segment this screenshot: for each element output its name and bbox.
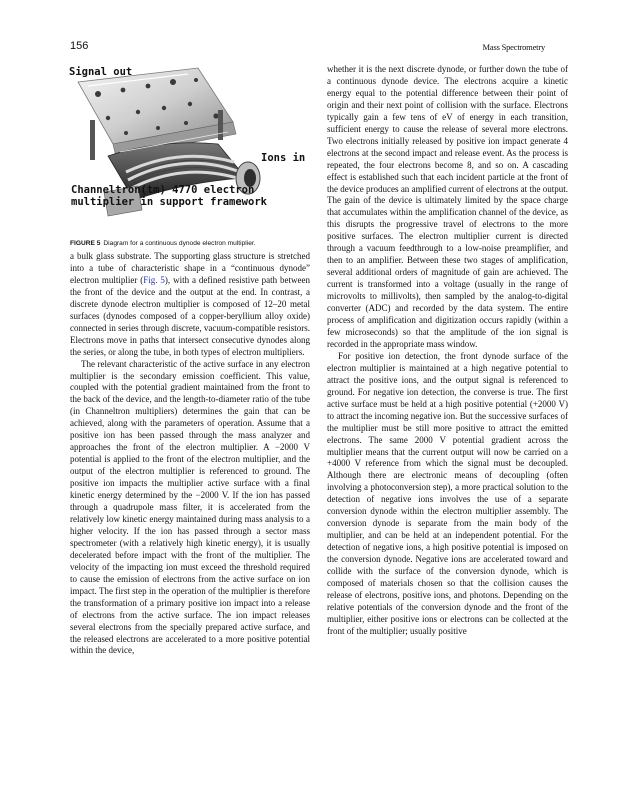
label-ions-in: Ions in xyxy=(261,152,306,164)
label-signal-out: Signal out xyxy=(69,66,133,78)
running-title: Mass Spectrometry xyxy=(482,42,545,52)
right-paragraph-1: whether it is the next discrete dynode, or further down the tube of a continuous dynode device. The electrons acquire a kinetic energy equal to the potential difference between their point of origin and their next point of collision with the surface. Electrons typically gain a few tens of eV of energy in each transition, sufficient energy to cause the release of several more electrons. Two electrons initially released by positive ion impact generate 4 electrons at the second impact and release event. As the process is repeated, the four electrons become 8, and so on. A cascading effect is established such that each incident particle at the front of the device produces an amplified current of electrons at the output. The gain of the device is ultimately limited by the space charge that accumulates within the amplification channel of the device, as this disrupts the progressive travel of electrons to the more positive surfaces. The electron multiplier current is directed through a vacuum feedthrough to a low-noise preamplifier, and then to an amplifier. Between these two stages of amplification, several additional orders of magnitude of gain are achieved. The current is transformed into a voltage (usually in the range of microvolts to millivolts), then sampled by the analog-to-digital converter (ADC) and recorded by the data system. The entire process of amplification and digitization occurs rapidly (within a few microseconds) so that the amplitude of the ion signal is recorded in the appropriate mass window. xyxy=(327,64,568,349)
caption-number: FIGURE 5 xyxy=(70,240,101,247)
label-device-line2: multiplier in support framework xyxy=(71,196,267,208)
left-column xyxy=(70,251,310,657)
page-number: 156 xyxy=(70,40,89,52)
electron-multiplier-photo xyxy=(68,60,308,240)
right-paragraph-2: For positive ion detection, the front dynode surface of the electron multiplier is maintained at a high negative potential to attract the positive ions, and the output signal is referenced to ground. For negative ion detection, the converse is true. The first active surface must be held at a high positive potential (+2000 V) to attract the incoming negative ion. But the successive surfaces of the multiplier must be still more positive to attract the emitted electrons. The same 2000 V potential gradient across the multiplier means that the current output will now be carried on a +4000 V reference from which the signal must be decoupled. Although there are electronic means of decoupling (often involving a photoconversion step), a more practical solution to the detection of negative ions involves the use of a separate conversion dynode within the electron multiplier assembly. The conversion dynode is separate from the main body of the multiplier, and can be held at an independent potential. For the detection of negative ions, a high positive potential is imposed on the conversion dynode. Negative ions are accelerated toward and collide with the surface of the conversion dynode, which is composed of materials chosen so that the collision causes the release of electrons, positive ions, and photons. Depending on the relative potentials of the conversion dynode and the front of the multiplier, either positive ions or electrons can be collected at the front of the multiplier; usually positive xyxy=(327,350,568,636)
caption-text: Diagram for a continuous dynode electron multiplier. xyxy=(103,240,256,247)
right-column xyxy=(327,64,568,638)
left-p1-text-b: ), with a defined resistive path between the front of the device and the output at the end. In contrast, a discrete dynode electron multiplier is composed of 12–20 metal surfaces (dynodes composed of a copper-beryllium alloy oxide) connected in series through discrete, vacuum-compatible resistors. Electrons move in paths that intersect consecutive dynodes along the series, or along the tube, in both types of electron multipliers. xyxy=(70,274,310,357)
figure-5-link[interactable]: Fig. 5 xyxy=(143,274,165,285)
left-p1-text-a: a bulk glass substrate. The supporting glass structure is stretched into a tube of characteristic shape in a “continuous dynode” electron multiplier ( xyxy=(70,251,310,285)
figure-electron-multiplier xyxy=(68,60,308,240)
left-paragraph-1 xyxy=(70,251,310,359)
figure-caption xyxy=(70,240,310,247)
label-device-line1: Channeltron(tm) 4770 electron xyxy=(71,184,255,196)
left-paragraph-2: The relevant characteristic of the active surface in any electron multiplier is the secondary emission coefficient. This value, coupled with the potential gradient maintained from the front to the back of the device, and the length-to-diameter ratio of the tube (in Channeltron multipliers) determines the gain that can be achieved, along with the parameters of operation. Assume that a positive ion has been passed through the mass analyzer and approaches the front of the electron multiplier. A −2000 V potential is applied to the front of the electron multiplier, and the output of the electron multiplier is referenced to ground. The positive ion impacts the multiplier active surface with a final kinetic energy determined by the −2000 V. If the ion has passed through a quadrupole mass filter, it is accelerated from the relatively low kinetic energy maintained during mass analysis to a higher velocity. If the ion has passed through a sector mass spectrometer (with a relatively high kinetic energy), it is usually decelerated before impact with the front of the multiplier. The velocity of the impacting ion must exceed the threshold required to cause the emission of electrons from the active surface on ion impact. The first step in the operation of the multiplier is therefore the transformation of a primary positive ion impact into a release of electrons from the active surface. The ion impact releases several electrons from the specially prepared active surface, and the released electrons are accelerated to a more positive potential within the device, xyxy=(70,358,310,656)
